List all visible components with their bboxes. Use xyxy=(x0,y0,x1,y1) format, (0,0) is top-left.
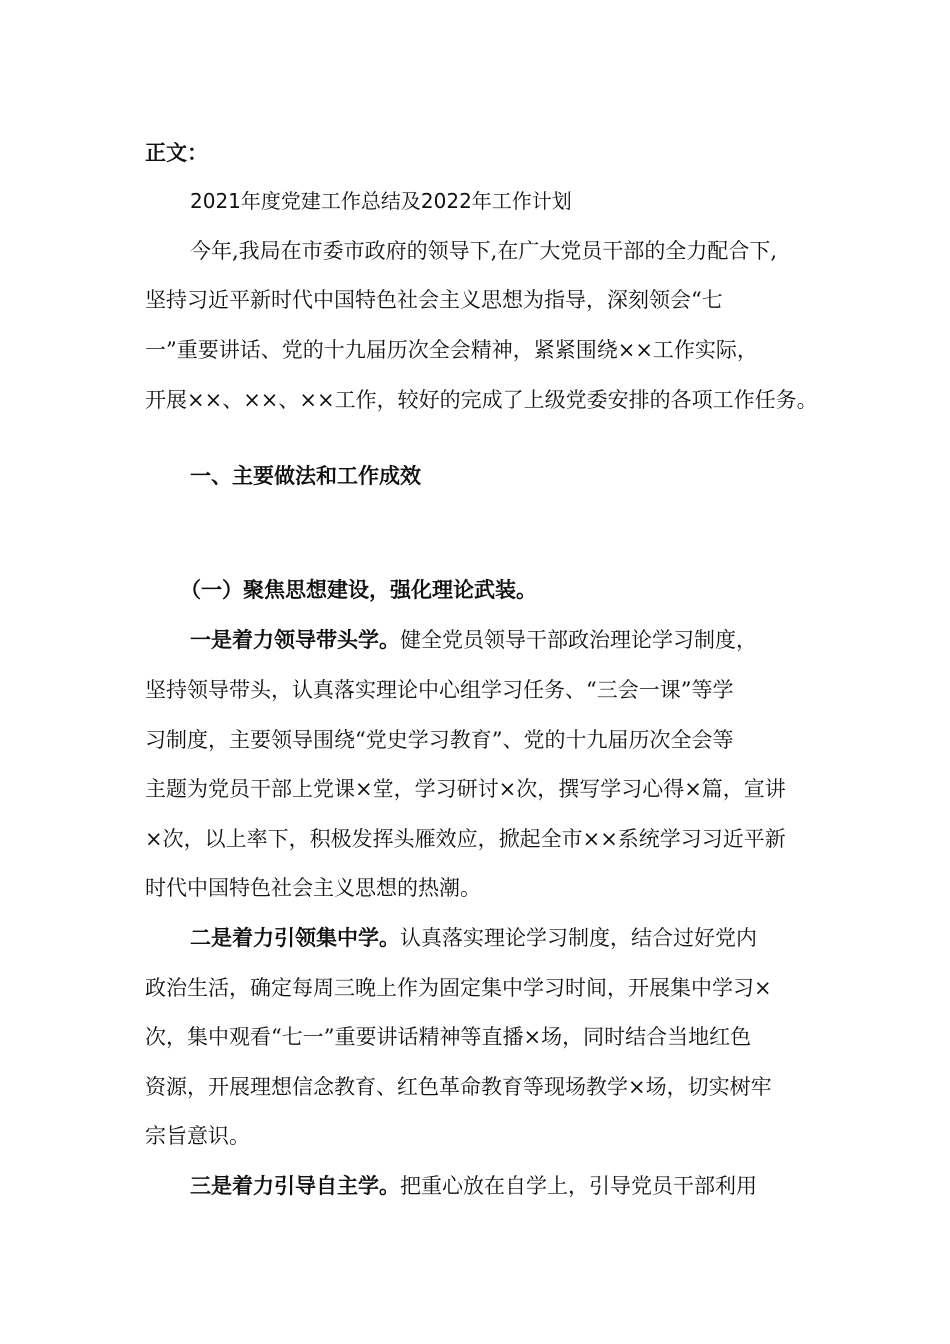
subsection-heading: （一）聚焦思想建设，强化理论武装。 xyxy=(180,578,537,602)
paragraph-3-lead: 三是着力引导自主学。 xyxy=(190,1173,400,1198)
paragraph-2-line-3: 次，集中观看“七一”重要讲话精神等直播×场，同时结合当地红色 xyxy=(145,1025,752,1049)
paragraph-1-line-4: 主题为党员干部上党课×堂，学习研讨×次，撰写学习心得×篇，宣讲 xyxy=(145,777,786,801)
document-title: 2021年度党建工作总结及2022年工作计划 xyxy=(190,189,572,213)
paragraph-1-first-rest: 健全党员领导干部政治理论学习制度， xyxy=(400,628,757,652)
paragraph-2-lead: 二是着力引领集中学。 xyxy=(190,925,400,950)
intro-line-2: 坚持习近平新时代中国特色社会主义思想为指导，深刻领会“七 xyxy=(145,288,723,312)
paragraph-1-lead: 一是着力领导带头学。 xyxy=(190,627,400,652)
paragraph-2-first-line xyxy=(190,924,825,952)
section-heading: 一、主要做法和工作成效 xyxy=(190,464,421,488)
paragraph-3-first-line xyxy=(190,1172,825,1200)
paragraph-1-line-3: 习制度，主要领导围绕“党史学习教育”、党的十九届历次全会等 xyxy=(145,728,734,752)
intro-line-1: 今年,我局在市委市政府的领导下,在广大党员干部的全力配合下, xyxy=(190,239,778,263)
intro-line-4: 开展××、××、××工作，较好的完成了上级党委安排的各项工作任务。 xyxy=(145,388,818,412)
paragraph-1-first-line xyxy=(190,626,825,654)
paragraph-2-line-4: 资源，开展理想信念教育、红色革命教育等现场教学×场，切实树牢 xyxy=(145,1075,772,1099)
paragraph-1-line-6: 时代中国特色社会主义思想的热潮。 xyxy=(145,876,481,900)
paragraph-2-line-5: 宗旨意识。 xyxy=(145,1124,250,1148)
document-label: 正文： xyxy=(145,141,208,165)
paragraph-1-line-2: 坚持领导带头，认真落实理论中心组学习任务、“三会一课”等学 xyxy=(145,678,734,702)
paragraph-3-first-rest: 把重心放在自学上，引导党员干部利用 xyxy=(400,1174,757,1198)
paragraph-1-line-5: ×次，以上率下，积极发挥头雁效应，掀起全市××系统学习习近平新 xyxy=(145,827,786,851)
intro-line-3: 一”重要讲话、党的十九届历次全会精神，紧紧围绕××工作实际， xyxy=(145,338,758,362)
paragraph-2-line-2: 政治生活，确定每周三晚上作为固定集中学习时间，开展集中学习× xyxy=(145,976,772,1000)
paragraph-2-first-rest: 认真落实理论学习制度，结合过好党内 xyxy=(400,926,757,950)
